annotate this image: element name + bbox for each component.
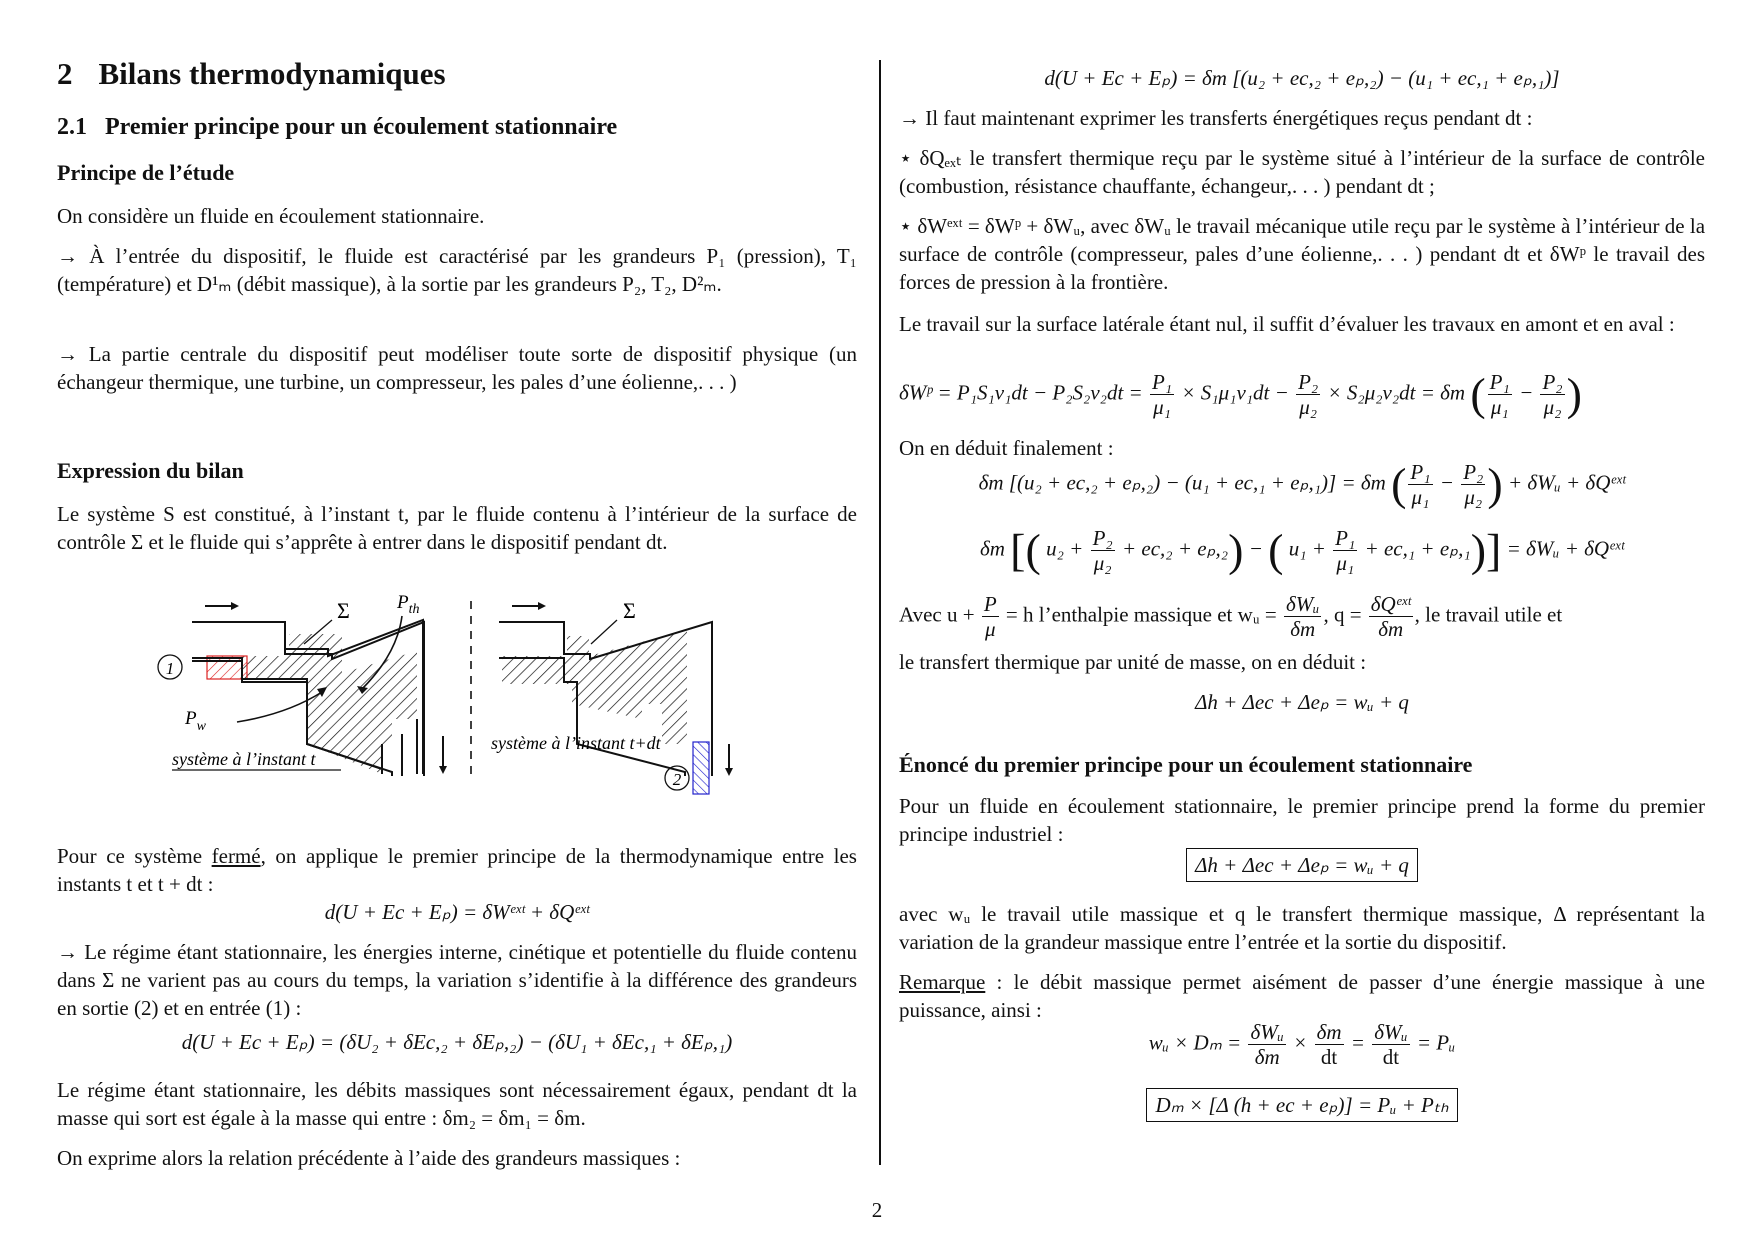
equation — [57, 1028, 857, 1056]
system-figure — [57, 594, 857, 822]
section-number: 2 — [57, 56, 73, 91]
inlet-number: 1 — [165, 659, 175, 678]
pw-label: $P_w$ — [185, 708, 206, 734]
paragraph — [899, 792, 1705, 848]
heading-expression-text: Expression du bilan — [57, 458, 244, 483]
paragraph-text: On exprime alors la relation précédente à l’aide des grandeurs massiques : — [57, 1146, 681, 1170]
paragraph — [899, 144, 1705, 200]
equation — [899, 688, 1705, 716]
equation-final-1 — [899, 460, 1705, 509]
paragraph — [899, 310, 1705, 338]
equation-text: δm [(u₂ + eс,₂ + eₚ,₂) − (u₁ + eс,₁ + eₚ,₁)] = δm ( $\frac{\text{P₁}}{\text{μ₁}}$ − $\frac{\text{P₂}}{\text{μ₂}}$ ) + δWᵤ + δQᵉˣᵗ — [978, 458, 1626, 510]
paragraph-text: Avec u + $\frac{P}{\mu}$ = h l’enthalpie massique et wᵤ = $\frac{\text{δWᵤ}}{\delta m}$ , q = $\frac{\text{δQᵉˣᵗ}}{\delta m}$ , le travail utile et — [899, 592, 1563, 641]
paragraph — [899, 104, 1705, 132]
paragraph — [899, 434, 1705, 462]
paragraph-text: Le régime étant stationnaire, les débits massiques sont nécessairement égaux, pendant dt la masse qui sort est égale à la masse qui entre : δm₂ = δm₁ = δm. — [57, 1078, 857, 1130]
equation-text: d(U + Eс + Eₚ) = (δU₂ + δEс,₂ + δEₚ,₂) − (δU₁ + δEс,₁ + δEₚ,₁) — [181, 1030, 733, 1054]
paragraph-text: Le système S est constitué, à l’instant t, par le fluide contenu à l’intérieur de la surface de contrôle Σ et le fluide qui s’apprête à entrer dans le dispositif pendant dt. — [57, 502, 857, 554]
paragraph-text: ⋆ δWᵉˣᵗ = δWᵖ + δWᵤ, avec δWᵤ le travail mécanique utile reçu par le système à l’intérieur de la surface de contrôle (compresseur, pales d’une éolienne,. . . ) pendant dt et δWᵖ le travail des forces de pression à la frontière. — [899, 214, 1706, 294]
remark-label: Remarque — [899, 970, 986, 994]
paragraph-text: → Le régime étant stationnaire, les énergies interne, cinétique et potentielle du fluide contenu dans Σ ne varient pas au cours du temps, la variation s’identifie à la différence des grandeurs en sortie (2) et en entrée (1) : — [57, 940, 857, 1020]
paragraph — [57, 1076, 857, 1132]
paragraph-text: On considère un fluide en écoulement stationnaire. — [57, 204, 485, 228]
section-title: Bilans thermodynamiques — [98, 56, 446, 91]
paragraph — [57, 202, 857, 230]
paragraph — [57, 500, 857, 556]
caption-t: système à l’instant t — [172, 749, 316, 769]
paragraph — [899, 212, 1705, 296]
subsection-heading — [57, 114, 857, 141]
device-right — [491, 598, 733, 794]
equation-text: Δh + Δeс + Δeₚ = wᵤ + q — [1195, 690, 1409, 714]
paragraph-text: Pour un fluide en écoulement stationnaire, le premier principe prend la forme du premier principe industriel : — [899, 794, 1705, 846]
equation-text: wᵤ × Dₘ = $\frac{\text{δWᵤ}}{\delta m}$ × $\frac{\delta m}{dt}$ = $\frac{\text{δWᵤ}}{dt}$ = Pᵤ — [1148, 1020, 1456, 1069]
remark-text: Remarque : le débit massique permet aisément de passer d’une énergie massique à une puissance, ainsi : — [899, 970, 1705, 1022]
equation — [57, 898, 857, 926]
sigma-label-2: Σ — [623, 598, 636, 623]
equation-text: d(U + Eс + Eₚ) = δWᵉˣᵗ + δQᵉˣᵗ — [324, 900, 590, 924]
paragraph-avec — [899, 592, 1705, 641]
paragraph — [57, 842, 857, 898]
heading-principe-text: Principe de l’étude — [57, 160, 235, 185]
paragraph — [57, 242, 857, 298]
boxed-equation-text: Dₘ × [Δ (h + eс + eₚ)] = Pᵤ + Pₜₕ — [1146, 1088, 1457, 1122]
caption-tdt: système à l’instant t+dt — [491, 733, 661, 753]
equation-work — [899, 370, 1705, 419]
boxed-equation — [899, 1088, 1705, 1122]
equation — [899, 64, 1705, 92]
heading-expression — [57, 458, 857, 484]
paragraph — [57, 938, 857, 1022]
device-left — [158, 594, 447, 776]
fluid-region-2 — [502, 630, 687, 744]
paragraph — [899, 900, 1705, 956]
boxed-equation-text: Δh + Δeс + Δeₚ = wᵤ + q — [1186, 848, 1418, 882]
paragraph-text: → La partie centrale du dispositif peut modéliser toute sorte de dispositif physique (un échangeur thermique, une turbine, un compresseur, les pales d’une éolienne,. . . ) — [57, 342, 857, 394]
equation-power — [899, 1020, 1705, 1069]
paragraph-text: Pour ce système fermé, on applique le premier principe de la thermodynamique entre les instants t et t + dt : — [57, 844, 857, 896]
paragraph-text: → Il faut maintenant exprimer les transferts énergétiques reçus pendant dt : — [899, 106, 1533, 130]
column-divider — [879, 60, 881, 1165]
heading-enonce-text: Énoncé du premier principe pour un écoulement stationnaire — [899, 752, 1473, 777]
remark — [899, 968, 1705, 1024]
paragraph — [899, 648, 1705, 676]
underlined-word: fermé — [211, 844, 261, 868]
subsection-title: Premier principe pour un écoulement stationnaire — [105, 114, 618, 140]
section-heading — [57, 56, 857, 92]
paragraph-text: On en déduit finalement : — [899, 436, 1114, 460]
boxed-equation — [899, 848, 1705, 882]
equation-text: δm [( u₂ + $\frac{\text{P₂}}{\text{μ₂}}$ + eс,₂ + eₚ,₂) − ( u₁ + $\frac{\text{P₁}}{\text{μ₁}}$ + eс,₁ + eₚ,₁)] = δWᵤ + δQᵉˣᵗ — [979, 524, 1625, 576]
equation-final-2 — [899, 526, 1705, 575]
heading-enonce — [899, 752, 1705, 778]
paragraph-text: ⋆ δQₑₓₜ le transfert thermique reçu par le système situé à l’intérieur de la surface de contrôle (combustion, résistance chauffante, échangeur,. . . ) pendant dt ; — [899, 146, 1705, 198]
outlet-number: 2 — [672, 770, 682, 789]
paragraph — [57, 340, 857, 396]
page-number: 2 — [871, 1198, 883, 1222]
equation-text: δWᵖ = P₁S₁v₁dt − P₂S₂v₂dt = $\frac{\text{P₁}}{\text{μ₁}}$ × S₁μ₁v₁dt − $\frac{\text{P₂}}{\text{μ₂}}$ × S₂μ₂v₂dt = δm ( $\frac{\text{P₁}}{\text{μ₁}}$ − $\frac{\text{P₂}}{\text{μ₂}}$ ) — [899, 368, 1582, 420]
paragraph-text: Le travail sur la surface latérale étant nul, il suffit d’évaluer les travaux en amont et en aval : — [899, 312, 1675, 336]
paragraph-text: le transfert thermique par unité de masse, on en déduit : — [899, 650, 1367, 674]
heading-principe — [57, 160, 857, 186]
sigma-label: Σ — [337, 598, 350, 623]
equation-text: d(U + Eс + Eₚ) = δm [(u₂ + eс,₂ + eₚ,₂) − (u₁ + eс,₁ + eₚ,₁)] — [1044, 66, 1560, 90]
subsection-number: 2.1 — [57, 114, 87, 140]
pth-label: $P_{th}$ — [397, 594, 420, 617]
paragraph — [57, 1144, 857, 1172]
paragraph-text: avec wᵤ le travail utile massique et q le transfert thermique massique, Δ représentant la variation de la grandeur massique entre l’entrée et la sortie du dispositif. — [899, 902, 1705, 954]
outlet-slice — [693, 742, 709, 794]
paragraph-text: → À l’entrée du dispositif, le fluide est caractérisé par les grandeurs P₁ (pression), T₁ (température) et D¹ₘ (débit massique), à la sortie par les grandeurs P₂, T₂, D²ₘ. — [57, 244, 857, 296]
